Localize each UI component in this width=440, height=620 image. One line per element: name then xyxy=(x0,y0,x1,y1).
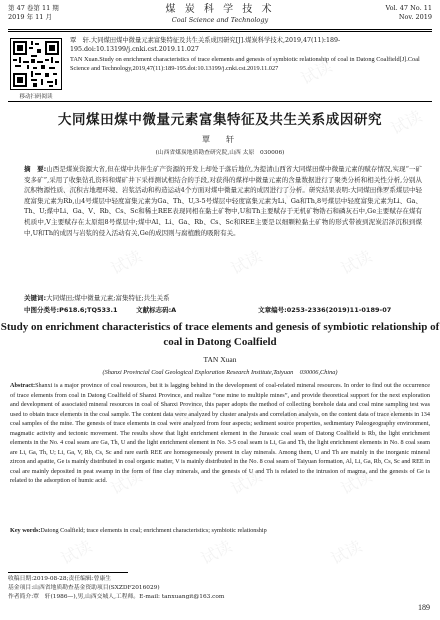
keywords-text-en: Datong Coalfield; trace elements in coal; enrichment characteristics; symbiotic relationship xyxy=(40,527,267,534)
header-center xyxy=(8,4,432,25)
qr-label: 移动扫码阅读 xyxy=(19,94,53,100)
journal-name-cn: 煤 炭 科 学 技 术 xyxy=(165,4,275,15)
article-title-cn: 大同煤田煤中微量元素富集特征及共生关系成因研究 xyxy=(57,112,383,128)
date-cn: 2019 年 11 月 xyxy=(8,13,53,21)
citation-block xyxy=(70,36,432,74)
qr-code[interactable] xyxy=(10,38,62,90)
date-en: Nov. 2019 xyxy=(398,13,432,21)
watermark-mark: 试读 xyxy=(227,246,266,279)
watermark-mark: 试读 xyxy=(197,536,236,569)
watermark-mark: 试读 xyxy=(57,396,96,429)
classification-line xyxy=(24,305,422,314)
affiliation-cn: (山西省煤炭地质勘查研究院,山西 太原 030006) xyxy=(155,150,285,156)
abstract-text-en: Shanxi is a major province of coal resources, but it is lagging behind in the development of coal-related mineral resources. In order to find out the occurrence of trace elements from coal in Datong Coalfield of Shanxi Province, and realize “one mine to multiple mines”, and provide theoretical support for the next exploration and development of associated mineral resources in coal of Shanxi Province, this paper adopts the method of collecting borehole data and coal mine sampling test was used to obtain trace elements in the coal sample. The content data were analyzed by cluster analysis and correlation analysis, on the content data of trace elements in 134 coal samples of the mine. The genesis of trace elements in coal were analyzed from four aspects; sediment source properties, sedimentary Paleogeography environment, magmatic activity and tectonic movement. The results show that light enrichment element in the Jurassic coal seam of Datong Coalfield is Rb, the light enrichment elements in the No. 4 coal seam are Ga, Th, U and the light enrichment element in No. 3-5 coal seam is Li, Ga and Th, the light enrichment elements in No. 8 coal seam are Li, Ga, Th, U; Li, Ga, V, Rb, Cs, Sc and rare earth REE are homogeneously present in clay minerals. Among them, U and Th are mainly in the inorganic mineral zircon and apatite, Ge is mainly distributed in coal organic matter, V is mainly distributed in the No. 8 coal seam of Taiyuan formation, Al, Li, Ga, Rb, Cs, Sc and REE in coal are mainly deposited in peat swamp in the form of fine clay minerals, and the genesis of U and Th is related to the intrusion of magma, and the genesis of Ge is related to the adsorption of humic acid. xyxy=(10,382,430,484)
watermark-mark: 试读 xyxy=(297,56,336,89)
watermark-mark: 试读 xyxy=(167,171,206,204)
footnote-received: 收稿日期:2019-08-28;责任编辑:曾康生 xyxy=(8,576,112,582)
header-right xyxy=(386,4,432,22)
watermark-mark: 试读 xyxy=(107,466,146,499)
watermark-mark: 试读 xyxy=(167,396,206,429)
abstract-label-cn: 摘 要: xyxy=(24,165,47,173)
watermark-mark: 试读 xyxy=(57,171,96,204)
abstract-label-en: Abstract: xyxy=(10,382,36,389)
header-rule xyxy=(8,29,432,30)
watermark-mark: 试读 xyxy=(277,171,316,204)
watermark-mark: 试读 xyxy=(387,106,426,139)
footnotes xyxy=(8,575,432,602)
affiliation-en: (Shanxi Provincial Coal Geological Exploration Research Institute,Taiyuan 030006,China) xyxy=(102,369,338,376)
keywords-en xyxy=(10,527,430,534)
keywords-label-en: Key words: xyxy=(10,527,41,534)
citation-en: TAN Xuan.Study on enrichment characteristics of trace elements and genesis of symbiotic relationship of coal in Datong Coalfield[J].Coal Science and Technology,2019,47(11):189-195.doi:10.13199/j.cnki.cst.2019.11.027 xyxy=(70,55,420,73)
footnote-author: 作者简介:覃 轩(1986—),男,山西交城人,工程师。E-mail: tanxuangit@163.com xyxy=(8,594,225,600)
clc-number: 中图分类号:P618.6;TQ533.1 xyxy=(24,306,118,314)
watermark-mark: 试读 xyxy=(377,396,416,429)
abstract-en xyxy=(10,381,430,486)
watermark-mark: 试读 xyxy=(337,466,376,499)
citation-rule xyxy=(8,101,432,102)
watermark-mark: 试读 xyxy=(57,536,96,569)
page-number: 189 xyxy=(418,603,430,612)
abstract-text-cn: 山西是煤炭资源大省,但在煤中共伴生矿产资源的开发上却处于落后地位,为提清山西省大同煤田煤中微量元素的赋存情况,实现“一矿变多矿”,采用了收集钻孔资料和煤矿井下采样测试相结合的手段,对获得的煤样中微量元素的含量数据进行了聚类分析和相关性分析,分别从沉积物源性质、沉积古地理环境、岩浆活动和构造运动4个方面对煤中微量元素的成因进行了分析。研究结果表明:大同煤田侏罗系煤层中轻度富集元素为Rb,山4号煤层中轻度富集元素为Ga、Th、U,3-5号煤层中轻度富集元素为Li、Ga和Th,8号煤层中轻度富集元素为Li、Ga、Th、U;煤中Li、Ga、V、Rb、Cs、Sc和稀土REE表现同相在黏土矿物中,U和Th主要赋存于无机矿物锆石和磷灰石中,Ge主要赋存在煤有机质中,V主要赋存在太原组8号煤层中;煤中Al、Li、Ga、Rb、Cs、Sc和REE主要是以细颗粒黏土矿物的形式带被到泥炭沼泽沉积到煤中,U和Th的成因与岩浆的侵入活动有关,Ge的成因则与腐植酸的吸附有关。 xyxy=(24,165,422,237)
watermark-mark: 试读 xyxy=(107,246,146,279)
author-en: TAN Xuan xyxy=(203,355,237,364)
volume-cn: 第 47 卷第 11 期 xyxy=(8,4,59,12)
watermark-mark: 试读 xyxy=(327,536,366,569)
header-rule-thin xyxy=(8,31,432,32)
watermark-mark: 试读 xyxy=(367,171,406,204)
watermark-mark: 试读 xyxy=(227,466,266,499)
watermark-mark: 试读 xyxy=(337,246,376,279)
author-cn: 覃 轩 xyxy=(202,135,238,144)
abstract-cn xyxy=(24,164,422,238)
keywords-label-cn: 关键词: xyxy=(24,294,47,302)
article-number: 文章编号:0253-2336(2019)11-0189-07 xyxy=(258,306,392,314)
qr-code-icon xyxy=(11,39,61,89)
watermark-mark: 试读 xyxy=(277,396,316,429)
keywords-text-cn: 大同煤田;煤中微量元素;富集特征;共生关系 xyxy=(46,294,170,302)
journal-header xyxy=(8,4,432,28)
journal-name-en: Coal Science and Technology xyxy=(171,16,269,24)
volume-en: Vol. 47 No. 11 xyxy=(385,4,432,12)
footnote-fund: 基金项目:山西省地质勘查基金资助项目(SXZDF2016029) xyxy=(8,585,160,591)
doc-code: 文献标志码:A xyxy=(136,306,177,314)
footnote-rule xyxy=(8,572,128,573)
citation-cn: 覃 轩.大同煤田煤中微量元素富集特征及共生关系成因研究[J].煤炭科学技术,2019,47(11):189-195.doi:10.13199/j.cnki.cst.2019.11.027 xyxy=(70,37,341,54)
keywords-cn xyxy=(24,293,422,302)
article-title-en: Study on enrichment characteristics of trace elements and genesis of symbiotic relationship of coal in Datong Coalfield xyxy=(0,321,440,348)
